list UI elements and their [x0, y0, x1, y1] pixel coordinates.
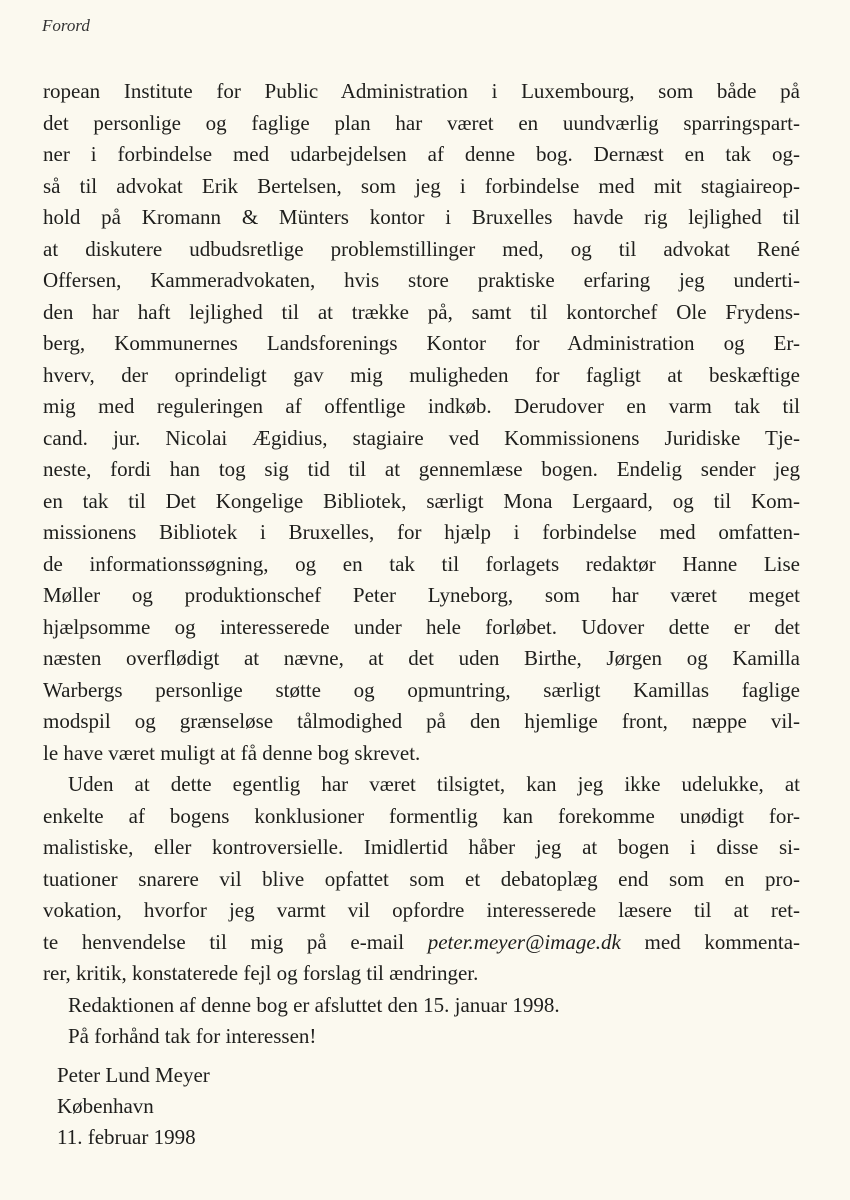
- text-line: vokation, hvorfor jeg varmt vil opfordre interesserede læsere til at ret-: [43, 898, 800, 922]
- text-line: missionens Bibliotek i Bruxelles, for hjælp i forbindelse med omfatten-: [43, 520, 800, 544]
- text-line: Uden at dette egentlig har været tilsigtet, kan jeg ikke udelukke, at: [68, 772, 800, 796]
- email-line-after: med kommenta-: [620, 929, 801, 954]
- text-line: at diskutere udbudsretlige problemstillinger med, og til advokat René: [43, 236, 800, 261]
- text-line: hverv, der oprindeligt gav mig muligheden for fagligt at beskæftige: [43, 362, 800, 387]
- running-header: Forord: [42, 16, 90, 35]
- text-line: Offersen, Kammeradvokaten, hvis store praktiske erfaring jeg underti-: [43, 268, 800, 292]
- foreword-body: [43, 76, 803, 1053]
- text-line: en tak til Det Kongelige Bibliotek, særligt Mona Lergaard, og til Kom-: [43, 488, 800, 513]
- email-line-before: te henvendelse til mig på e-mail: [43, 929, 428, 954]
- paragraph-acknowledgements: [43, 76, 803, 769]
- text-line: den har haft lejlighed til at trække på, samt til kontorchef Ole Frydens-: [43, 299, 800, 324]
- email-link[interactable]: peter.meyer@image.dk: [427, 929, 621, 954]
- paragraph-disclaimer: [43, 769, 803, 990]
- text-line: mig med reguleringen af offentlige indkøb. Derudover en varm tak til: [43, 394, 800, 418]
- text-line: de informationssøgning, og en tak til forlagets redaktør Hanne Lise: [43, 551, 800, 576]
- text-line: modspil og grænseløse tålmodighed på den hjemlige front, næppe vil-: [43, 709, 800, 733]
- text-line: ropean Institute for Public Administration i Luxembourg, som både på: [43, 79, 800, 103]
- author-name: Peter Lund Meyer: [57, 1063, 210, 1087]
- text-line: hold på Kromann & Münters kontor i Bruxelles havde rig lejlighed til: [43, 205, 800, 229]
- text-line: le have været muligt at få denne bog skrevet.: [43, 740, 421, 765]
- paragraph-completion-date: Redaktionen af denne bog er afsluttet den 15. januar 1998.: [68, 992, 560, 1017]
- text-line: cand. jur. Nicolai Ægidius, stagiaire ved Kommissionens Juridiske Tje-: [43, 425, 800, 450]
- author-place: København: [57, 1094, 154, 1118]
- text-line: neste, fordi han tog sig tid til at gennemlæse bogen. Endelig sender jeg: [43, 457, 800, 481]
- signature-date: 11. februar 1998: [57, 1125, 196, 1149]
- text-line: næsten overflødigt at nævne, at det uden Birthe, Jørgen og Kamilla: [43, 646, 800, 670]
- text-line: berg, Kommunernes Landsforenings Kontor for Administration og Er-: [43, 331, 800, 355]
- text-line: malistiske, eller kontroversielle. Imidlertid håber jeg at bogen i disse si-: [43, 835, 800, 859]
- text-line: Warbergs personlige støtte og opmuntring, særligt Kamillas faglige: [43, 677, 800, 702]
- text-line: tuationer snarere vil blive opfattet som et debatoplæg end som en pro-: [43, 866, 800, 891]
- paragraph-thanks: På forhånd tak for interessen!: [68, 1024, 317, 1048]
- signature-block: [57, 1060, 210, 1153]
- text-line: så til advokat Erik Bertelsen, som jeg i forbindelse med mit stagiaireop-: [43, 173, 800, 198]
- text-line: rer, kritik, konstaterede fejl og forslag til ændringer.: [43, 961, 479, 985]
- text-line: Møller og produktionschef Peter Lyneborg, som har været meget: [43, 583, 800, 607]
- text-line: ner i forbindelse med udarbejdelsen af denne bog. Dernæst en tak og-: [43, 142, 800, 166]
- text-line: enkelte af bogens konklusioner formentlig kan forekomme unødigt for-: [43, 803, 800, 828]
- text-line: det personlige og faglige plan har været en uundværlig sparringspart-: [43, 110, 800, 135]
- text-line-email: [43, 927, 800, 959]
- text-line: hjælpsomme og interesserede under hele forløbet. Udover dette er det: [43, 614, 800, 639]
